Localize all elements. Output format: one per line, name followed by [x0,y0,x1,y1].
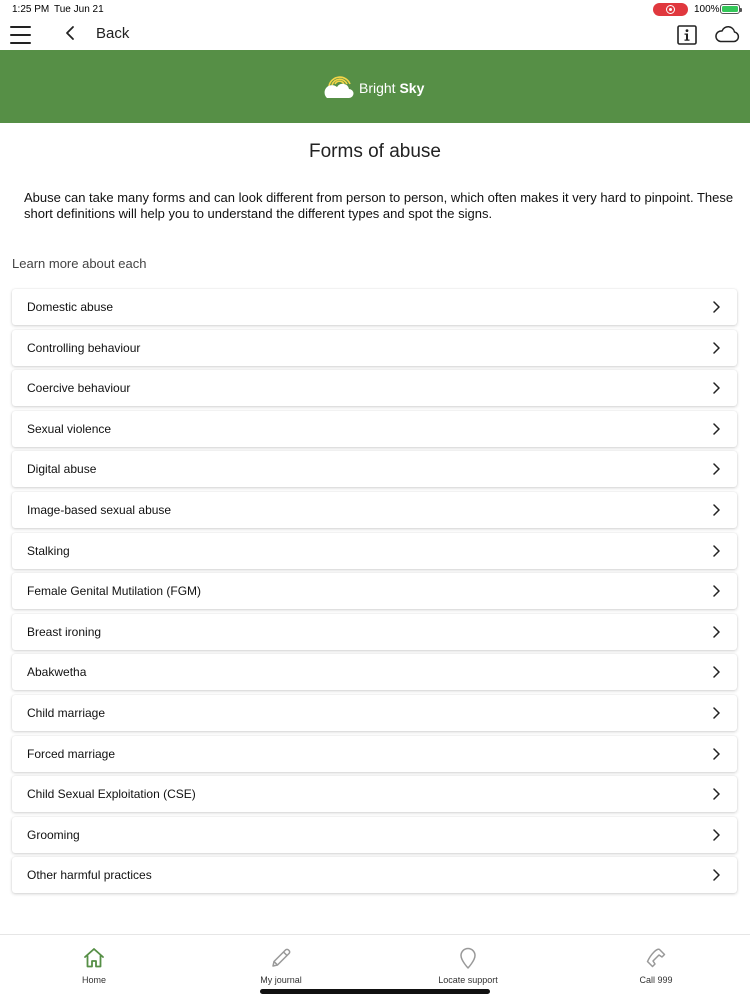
topic-label: Stalking [27,543,70,558]
chevron-right-icon [712,788,720,800]
nav-bar [0,18,750,50]
topic-label: Female Genital Mutilation (FGM) [27,584,202,599]
brand-name [359,80,424,96]
phone-icon [644,946,668,970]
topic-label: Coercive behaviour [27,381,131,396]
topic-item[interactable] [12,614,737,650]
topic-label: Breast ironing [27,624,102,639]
home-icon [82,946,106,970]
bright-sky-logo-icon [321,70,357,102]
topic-item[interactable] [12,289,737,325]
battery-icon [720,4,740,14]
topic-label: Digital abuse [27,462,97,477]
brand-name-light: Bright [359,80,396,96]
topic-item[interactable] [12,330,737,366]
status-bar [0,0,750,18]
status-time: 1:25 PM [12,4,50,15]
tab-call-999[interactable] [596,935,716,995]
topic-list [12,289,737,898]
record-icon [666,5,675,14]
chevron-right-icon [712,666,720,678]
tab-my-journal[interactable] [221,935,341,995]
topic-label: Domestic abuse [27,300,114,314]
topic-label: Child Sexual Exploitation (CSE) [27,787,196,802]
topic-item[interactable] [12,370,737,406]
section-label: Learn more about each [12,256,147,271]
chevron-right-icon [712,504,720,516]
topic-label: Child marriage [27,705,106,720]
tab-label: Call 999 [639,975,673,985]
status-date: Tue Jun 21 [54,4,104,15]
topic-label: Sexual violence [27,421,112,436]
chevron-right-icon [712,342,720,354]
chevron-right-icon [712,463,720,475]
tab-locate-support[interactable] [408,935,528,995]
chevron-right-icon [712,382,720,394]
chevron-right-icon [712,707,720,719]
hamburger-icon[interactable] [10,26,31,44]
topic-label: Other harmful practices [27,868,152,883]
intro-text: Abuse can take many forms and can look different from person to person, which often makes it very hard to pinpoint. These short definitions will help you to understand the different types and spot the signs. [24,190,734,221]
chevron-right-icon [712,748,720,760]
topic-item[interactable] [12,533,737,569]
back-chevron-icon[interactable] [63,24,79,42]
tab-label: My journal [260,975,302,985]
topic-item[interactable] [12,411,737,447]
topic-label: Image-based sexual abuse [27,502,172,517]
chevron-right-icon [712,301,720,313]
pencil-icon [269,946,293,970]
screen-recording-indicator[interactable] [653,3,688,16]
topic-label: Forced marriage [27,746,116,761]
tab-home[interactable] [34,935,154,995]
topic-item[interactable] [12,492,737,528]
topic-label: Grooming [27,827,80,842]
home-indicator[interactable] [260,989,490,994]
battery-percentage: 100% [694,4,720,15]
topic-label: Controlling behaviour [27,340,141,355]
topic-item[interactable] [12,573,737,609]
chevron-right-icon [712,626,720,638]
topic-item[interactable] [12,736,737,772]
topic-item[interactable] [12,695,737,731]
topic-item[interactable] [12,654,737,690]
chevron-right-icon [712,545,720,557]
info-icon[interactable] [677,25,697,45]
topic-item[interactable] [12,451,737,487]
tab-label: Locate support [438,975,498,985]
brand-name-bold: Sky [399,80,425,96]
chevron-right-icon [712,869,720,881]
chevron-right-icon [712,585,720,597]
brand-header [0,50,750,123]
topic-item[interactable] [12,857,737,893]
location-pin-icon [456,946,480,970]
tab-label: Home [81,975,106,985]
topic-item[interactable] [12,776,737,812]
chevron-right-icon [712,829,720,841]
back-button[interactable]: Back [96,25,130,42]
chevron-right-icon [712,423,720,435]
topic-item[interactable] [12,817,737,853]
cloud-icon[interactable] [714,25,740,43]
page-title: Forms of abuse [309,141,441,162]
topic-label: Abakwetha [27,665,87,680]
